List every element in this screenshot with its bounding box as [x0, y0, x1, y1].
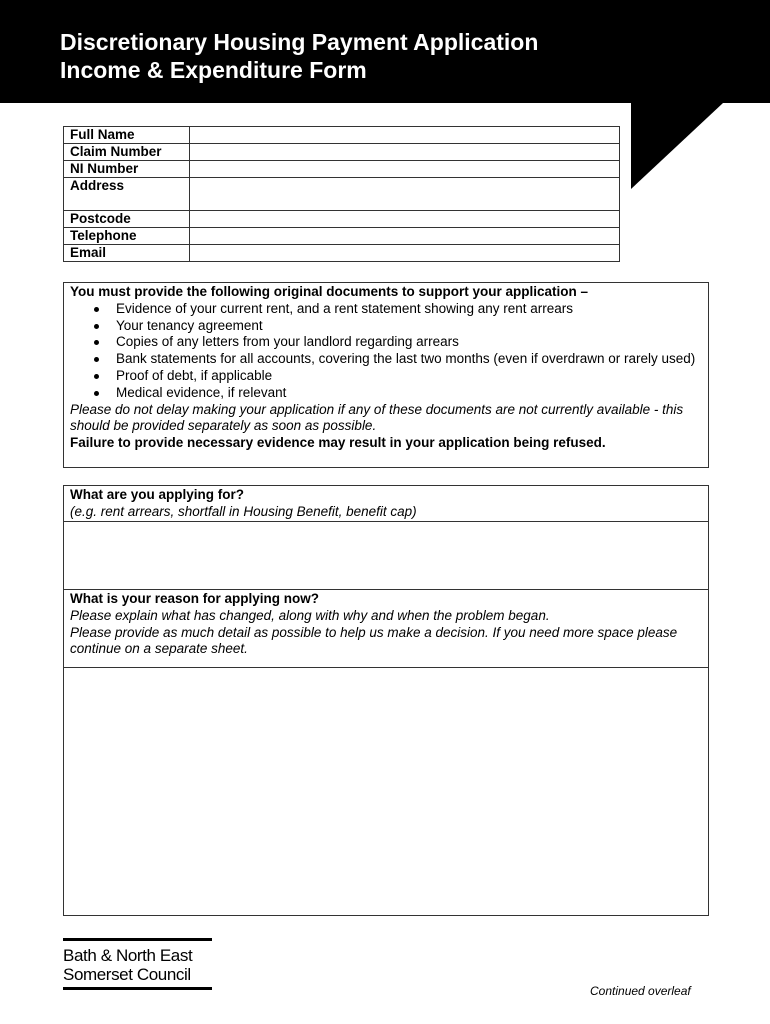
list-item: Bank statements for all accounts, covering the last two months (even if overdrawn or rarely used) — [116, 351, 702, 368]
email-field[interactable] — [190, 245, 620, 262]
telephone-label: Telephone — [64, 228, 190, 245]
detail-row-full-name — [64, 127, 620, 144]
applying-for-title: What are you applying for? — [70, 487, 245, 502]
logo-line-1: Bath & North East — [63, 946, 193, 965]
address-field[interactable] — [190, 178, 620, 211]
reason-hint-1: Please explain what has changed, along with why and when the problem began. — [70, 607, 550, 623]
documents-list — [70, 301, 702, 402]
claim-number-label: Claim Number — [64, 144, 190, 161]
detail-row-address — [64, 178, 620, 211]
documents-heading: You must provide the following original documents to support your application – — [70, 284, 589, 299]
email-label: Email — [64, 245, 190, 262]
postcode-label: Postcode — [64, 211, 190, 228]
title-line-1: Discretionary Housing Payment Application — [60, 29, 539, 55]
list-item: Copies of any letters from your landlord regarding arrears — [116, 334, 702, 351]
applying-for-question — [64, 486, 708, 522]
telephone-field[interactable] — [190, 228, 620, 245]
full-name-field[interactable] — [190, 127, 620, 144]
logo-line-2: Somerset Council — [63, 965, 191, 984]
claim-number-field[interactable] — [190, 144, 620, 161]
title-line-2: Income & Expenditure Form — [60, 57, 367, 83]
required-documents-box — [63, 282, 709, 468]
detail-row-email — [64, 245, 620, 262]
page-title — [60, 28, 538, 84]
list-item: Evidence of your current rent, and a rent statement showing any rent arrears — [116, 301, 702, 318]
application-reason-box — [63, 485, 709, 916]
detail-row-telephone — [64, 228, 620, 245]
list-item: Proof of debt, if applicable — [116, 368, 702, 385]
list-item: Your tenancy agreement — [116, 318, 702, 335]
documents-note: Please do not delay making your application if any of these documents are not currently available - this should be provided separately as soon as possible. — [70, 401, 684, 434]
address-label: Address — [64, 178, 190, 211]
documents-warning: Failure to provide necessary evidence may result in your application being refused. — [70, 435, 606, 451]
detail-row-postcode — [64, 211, 620, 228]
applying-for-answer[interactable] — [64, 522, 708, 590]
full-name-label: Full Name — [64, 127, 190, 144]
header-tab-shape — [631, 103, 723, 189]
ni-number-label: NI Number — [64, 161, 190, 178]
reason-question — [64, 590, 708, 668]
continued-overleaf-note: Continued overleaf — [590, 984, 691, 998]
list-item: Medical evidence, if relevant — [116, 385, 702, 402]
ni-number-field[interactable] — [190, 161, 620, 178]
postcode-field[interactable] — [190, 211, 620, 228]
detail-row-ni-number — [64, 161, 620, 178]
council-logo — [63, 938, 212, 990]
personal-details-table — [63, 126, 620, 262]
reason-hint-2: Please provide as much detail as possible to help us make a decision. If you need more space please continue on a separate sheet. — [70, 624, 678, 657]
reason-title: What is your reason for applying now? — [70, 591, 320, 606]
detail-row-claim-number — [64, 144, 620, 161]
applying-for-hint: (e.g. rent arrears, shortfall in Housing Benefit, benefit cap) — [70, 503, 417, 519]
